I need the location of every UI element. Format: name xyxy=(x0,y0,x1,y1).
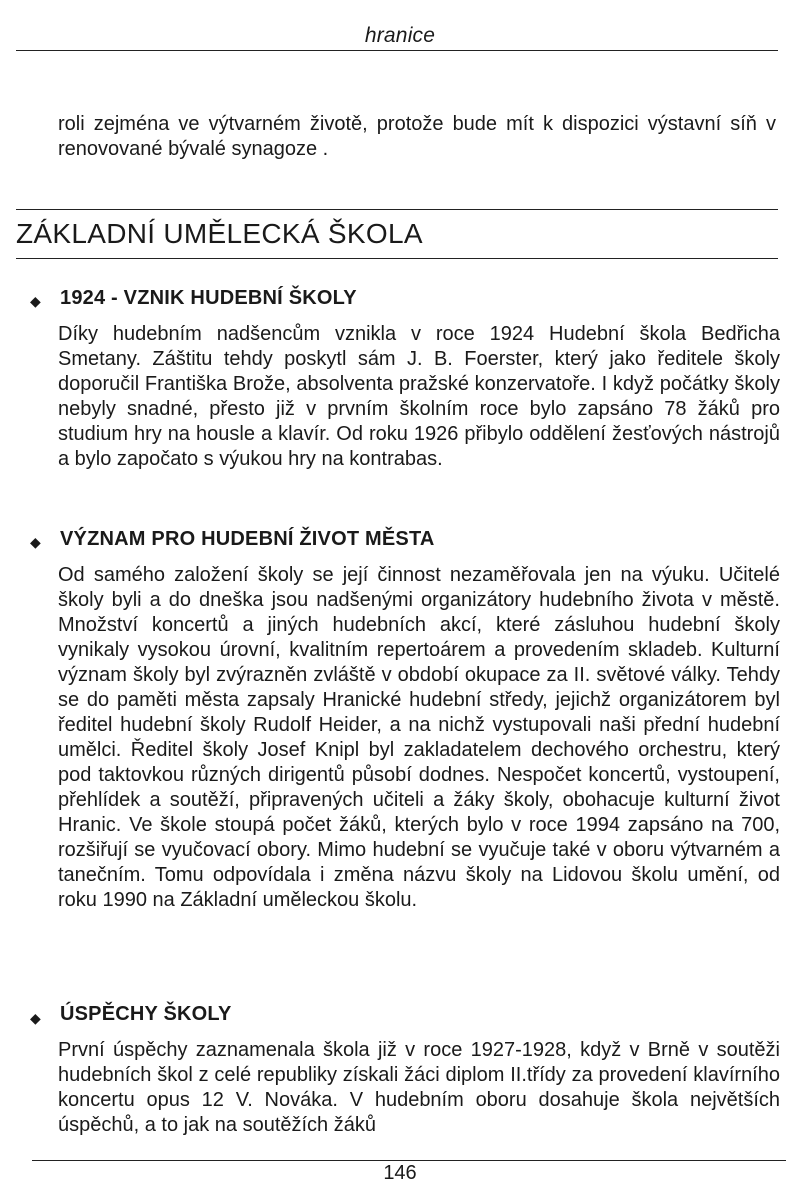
section-rule-bottom xyxy=(16,258,778,259)
subsection-heading: ÚSPĚCHY ŠKOLY xyxy=(60,1003,232,1025)
section-rule-top xyxy=(16,209,778,210)
footer-rule xyxy=(32,1160,786,1161)
bullet-icon: ◆ xyxy=(30,534,41,550)
page-number: 146 xyxy=(383,1162,417,1184)
bullet-icon: ◆ xyxy=(30,293,41,309)
running-header: hranice xyxy=(364,24,436,47)
subsection-text: Od samého založení školy se její činnost nezaměřovala jen na výuku. Učitelé školy byli a do dneška jsou nadšenými organizátory hudebního života v městě. Množství koncertů a jiných hudebních akcí, které zásluhou hudební školy vynikaly vysokou úrovní, kvalitním repertoárem a provedením skladeb. Kulturní význam školy byl zvýrazněn zvláště v období okupace za II. světové války. Tehdy se do paměti města zapsaly Hranické hudební středy, jejichž organizátorem byl ředitel hudební školy Rudolf Heider, a na nichž vystupovali naši přední hudební umělci. Ředitel školy Josef Knipl byl zakladatelem dechového orchestru, který pod taktovkou různých dirigentů působí dodnes. Nespočet koncertů, vystoupení, přehlídek a soutěží, připravených učiteli a žáky školy, obohacuje kulturní život Hranic. Ve škole stoupá počet žáků, kterých bylo v roce 1994 zapsáno na 700, rozšiřují se vyučovací obory. Mimo hudební se vyučuje také v oboru výtvarném a tanečním. Tomu odpovídala i změna názvu školy na Lidovou školu umění, od roku 1990 na Základní uměleckou školu. xyxy=(58,564,780,911)
subsection-heading: 1924 - VZNIK HUDEBNÍ ŠKOLY xyxy=(60,287,357,309)
header-rule xyxy=(16,50,778,51)
section-title: ZÁKLADNÍ UMĚLECKÁ ŠKOLA xyxy=(16,218,423,249)
subsection-text: První úspěchy zaznamenala škola již v roce 1927-1928, když v Brně v soutěži hudebních škol z celé republiky získali žáci diplom II.třídy za provedení klavírního koncertu opus 12 V. Nováka. V hudebním oboru dosahuje škola největších úspěchů, a to jak na soutěžích žáků xyxy=(58,1039,780,1136)
subsection-heading: VÝZNAM PRO HUDEBNÍ ŽIVOT MĚSTA xyxy=(60,528,435,550)
subsection-text: Díky hudebním nadšencům vznikla v roce 1924 Hudební škola Bedřicha Smetany. Záštitu tehdy poskytl sám J. B. Foerster, který jako ředitele školy doporučil Františka Brože, absolventa pražské konzervatoře. I když počátky školy nebyly snadné, přesto již v prvním školním roce bylo zapsáno 78 žáků pro studium hry na housle a klavír. Od roku 1926 přibylo oddělení žesťových nástrojů a bylo započato s výukou hry na kontrabas. xyxy=(58,323,780,470)
intro-paragraph: roli zejména ve výtvarném životě, protože bude mít k dispozici výstavní síň v renovované bývalé synagoze . xyxy=(58,113,776,160)
bullet-icon: ◆ xyxy=(30,1010,41,1026)
